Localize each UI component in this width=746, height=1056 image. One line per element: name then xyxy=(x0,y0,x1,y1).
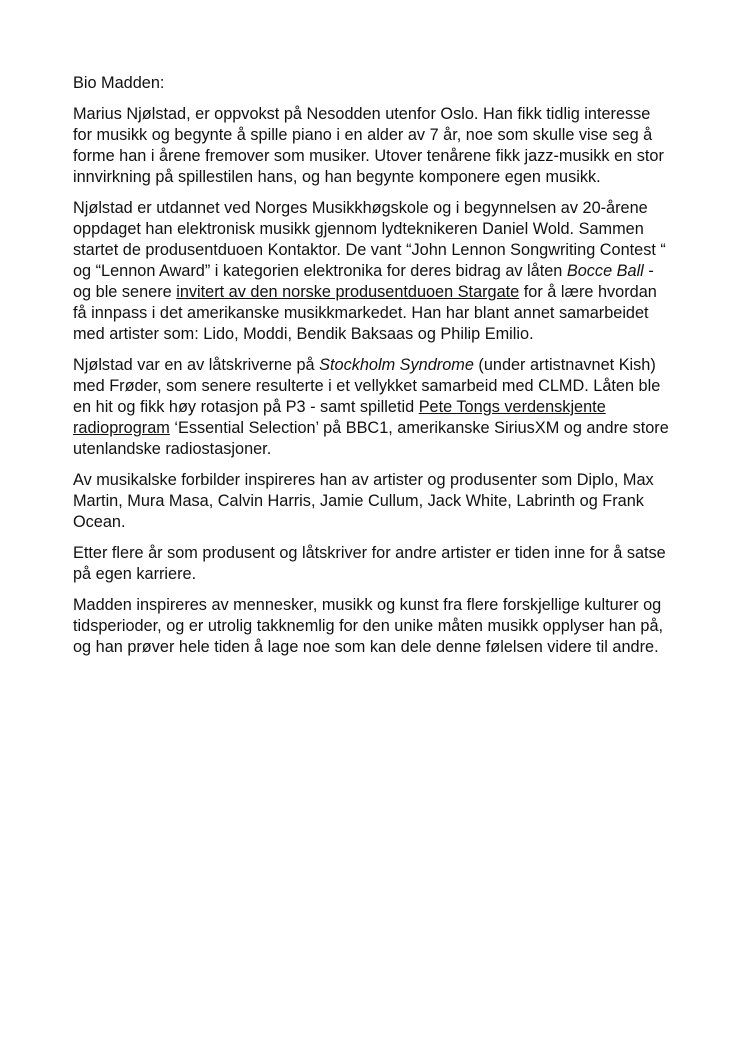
paragraph-education-text-2: - og ble senere xyxy=(73,262,654,301)
song-title-bocce-ball: Bocce Ball xyxy=(566,262,644,280)
paragraph-education-text-1: Njølstad er utdannet ved Norges Musikkhøgskole og i begynnelsen av 20-årene oppdaget han elektronisk musikk gjennom lydteknikeren Daniel Wold. Sammen startet de produsentduoen Kontaktor. De vant “John Lennon Songwriting Contest “ og “Lennon Award” i kategorien elektronika for deres bidrag av låten xyxy=(73,199,666,280)
song-title-stockholm-syndrome: Stockholm Syndrome xyxy=(319,356,474,374)
paragraph-upbringing: Marius Njølstad, er oppvokst på Nesodden utenfor Oslo. Han fikk tidlig interesse for musikk og begynte å spille piano i en alder av 7 år, noe som skulle vise seg å forme han i årene fremover som musiker. Utover tenårene fikk jazz-musikk en stor innvirkning på spillestilen hans, og han begynte komponere egen musikk. xyxy=(73,105,664,186)
document-heading: Bio Madden: xyxy=(73,74,165,92)
document-page xyxy=(73,73,673,668)
paragraph-kish xyxy=(73,355,673,460)
paragraph-influences: Av musikalske forbilder inspireres han av artister og produsenter som Diplo, Max Martin, Mura Masa, Calvin Harris, Jamie Cullum, Jack White, Labrinth og Frank Ocean. xyxy=(73,471,654,531)
paragraph-career: Etter flere år som produsent og låtskriver for andre artister er tiden inne for å satse på egen karriere. xyxy=(73,544,666,583)
paragraph-education-text-3: for å lære hvordan få innpass i det amerikanske musikkmarkedet. Han har blant annet samarbeidet med artister som: Lido, Moddi, Bendik Baksaas og Philip Emilio. xyxy=(73,283,657,343)
paragraph-kish-text-2: (under artistnavnet Kish) med Frøder, som senere resulterte i et vellykket samarbeid med CLMD. Låten ble en hit og fikk høy rotasjon på P3 - samt spilletid xyxy=(73,356,661,416)
paragraph-education xyxy=(73,198,673,345)
paragraph-inspiration: Madden inspireres av mennesker, musikk og kunst fra flere forskjellige kulturer og tidsperioder, og er utrolig takknemlig for den unike måten musikk opplyser han på, og han prøver hele tiden å lage noe som kan dele denne følelsen videre til andre. xyxy=(73,596,664,656)
paragraph-kish-text-3: ‘Essential Selection’ på BBC1, amerikanske SiriusXM og andre store utenlandske radiostasjoner. xyxy=(73,419,669,458)
link-pete-tong[interactable]: Pete Tongs verdenskjente radioprogram xyxy=(73,398,606,437)
link-stargate[interactable]: invitert av den norske produsentduoen Stargate xyxy=(176,283,520,301)
paragraph-kish-text-1: Njølstad var en av låtskriverne på xyxy=(73,356,320,374)
